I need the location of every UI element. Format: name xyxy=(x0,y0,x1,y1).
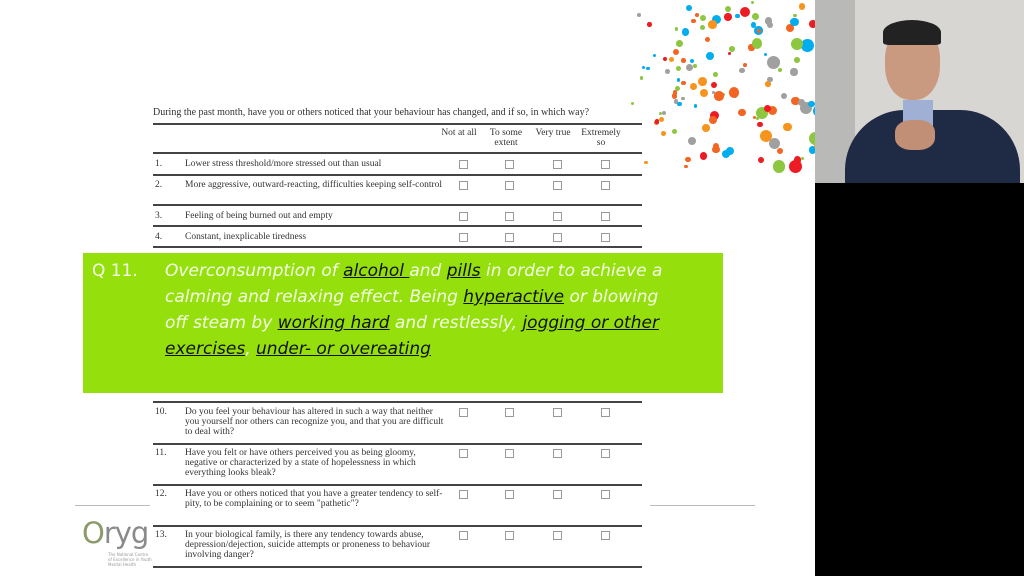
item-text: Have you felt or have others perceived you as being gloomy, negative or characterized by a state of hopelessness in which everything looks bleak? xyxy=(185,448,416,478)
dot xyxy=(700,152,707,159)
questionnaire-intro: During the past month, have you or others noticed that your behaviour has changed, and if so, in which way? xyxy=(153,107,590,118)
dot xyxy=(724,13,732,21)
item-number: 13. xyxy=(155,530,167,540)
dot xyxy=(705,37,710,42)
dot xyxy=(726,147,734,155)
dot xyxy=(758,157,764,163)
dot xyxy=(739,68,744,73)
dot xyxy=(677,102,682,107)
dot xyxy=(713,143,719,149)
dot xyxy=(698,77,707,86)
checkbox-2[interactable] xyxy=(553,233,562,242)
checkbox-2[interactable] xyxy=(553,490,562,499)
dot xyxy=(743,63,747,67)
item-number: 2. xyxy=(155,180,163,190)
dot xyxy=(681,97,685,101)
dot xyxy=(702,124,710,132)
dot xyxy=(700,25,705,30)
q11-callout xyxy=(83,253,723,393)
dot xyxy=(801,39,814,52)
checkbox-3[interactable] xyxy=(601,212,610,221)
dot xyxy=(675,27,679,31)
checkbox-1[interactable] xyxy=(505,233,514,242)
dot xyxy=(808,101,815,108)
dot xyxy=(801,157,804,160)
col-to-some-extent: To some extent xyxy=(489,128,523,148)
dot xyxy=(644,161,648,165)
dot xyxy=(673,49,679,55)
item-number: 10. xyxy=(155,407,167,417)
checkbox-1[interactable] xyxy=(505,160,514,169)
dot xyxy=(709,116,717,124)
dot xyxy=(757,29,761,33)
checkbox-0[interactable] xyxy=(459,212,468,221)
item-number: 12. xyxy=(155,489,167,499)
dot xyxy=(662,111,666,115)
checkbox-2[interactable] xyxy=(553,449,562,458)
dot xyxy=(794,57,800,63)
checkbox-2[interactable] xyxy=(553,181,562,190)
dot xyxy=(686,5,692,11)
dot xyxy=(711,82,717,88)
dot xyxy=(706,52,714,60)
dot xyxy=(764,53,767,56)
checkbox-2[interactable] xyxy=(553,531,562,540)
dot xyxy=(793,14,797,18)
item-number: 11. xyxy=(155,448,167,458)
logo-tagline: The National Centre of Excellence in Youth Mental Health xyxy=(108,552,152,567)
dot xyxy=(783,123,792,132)
checkbox-3[interactable] xyxy=(601,408,610,417)
dot xyxy=(694,104,697,107)
dot xyxy=(708,20,717,29)
dot xyxy=(681,58,685,62)
dot xyxy=(764,105,771,112)
dot xyxy=(778,68,782,72)
dot xyxy=(700,89,708,97)
checkbox-0[interactable] xyxy=(459,160,468,169)
dot xyxy=(690,59,694,63)
item-number: 3. xyxy=(155,211,163,221)
dot xyxy=(791,38,803,50)
checkbox-3[interactable] xyxy=(601,160,610,169)
checkbox-0[interactable] xyxy=(459,181,468,190)
dot xyxy=(685,157,691,163)
callout-text: Overconsumption of alcohol and pills in order to achieve a calming and relaxing effect. Being hyperactive or blowing off steam by working hard and restlessly, jogging or other exercises, under- or overeating xyxy=(165,261,663,359)
checkbox-0[interactable] xyxy=(459,449,468,458)
item-text: Constant, inexplicable tiredness xyxy=(185,232,307,242)
dot xyxy=(691,19,696,24)
dot xyxy=(695,13,699,17)
dot xyxy=(663,57,667,61)
dot xyxy=(781,93,787,99)
checkbox-1[interactable] xyxy=(505,531,514,540)
dot xyxy=(676,66,681,71)
dot xyxy=(646,67,650,71)
checkbox-1[interactable] xyxy=(505,490,514,499)
dot xyxy=(790,18,798,26)
dot xyxy=(631,102,634,105)
dot xyxy=(756,117,759,120)
presenter-webcam xyxy=(815,0,1024,183)
dot xyxy=(767,56,780,69)
dot xyxy=(659,117,664,122)
col-very-true: Very true xyxy=(535,128,571,138)
dot xyxy=(661,131,666,136)
checkbox-3[interactable] xyxy=(601,531,610,540)
checkbox-2[interactable] xyxy=(553,212,562,221)
dot xyxy=(669,57,675,63)
checkbox-0[interactable] xyxy=(459,408,468,417)
dot xyxy=(672,129,678,135)
callout-label: Q 11. xyxy=(92,261,138,281)
checkbox-2[interactable] xyxy=(553,160,562,169)
dot xyxy=(686,64,693,71)
dot xyxy=(773,160,786,173)
dot xyxy=(729,46,735,52)
item-text: Lower stress threshold/more stressed out than usual xyxy=(185,159,382,169)
dot xyxy=(714,91,723,100)
dot xyxy=(700,15,706,21)
dot xyxy=(672,93,677,98)
checkbox-3[interactable] xyxy=(601,449,610,458)
dot xyxy=(637,13,641,17)
item-text: In your biological family, is there any tendency towards abuse, depression/dejection, suicide attempts or proneness to behaviour involving danger? xyxy=(185,530,431,560)
dot xyxy=(740,7,750,17)
dot xyxy=(682,28,689,35)
dot xyxy=(688,137,696,145)
dot xyxy=(738,109,745,116)
dot xyxy=(777,148,783,154)
dot xyxy=(728,52,731,55)
item-text: More aggressive, outward-reacting, difficulties keeping self-control xyxy=(185,180,443,190)
dot xyxy=(767,77,773,83)
checkbox-1[interactable] xyxy=(505,449,514,458)
dot xyxy=(712,91,715,94)
dot xyxy=(725,6,731,12)
checkbox-1[interactable] xyxy=(505,408,514,417)
dot xyxy=(675,86,680,91)
dot xyxy=(665,69,670,74)
item-text: Do you feel your behaviour has altered in such a way that neither you yourself nor others can recognize you, and that you are difficult to deal with? xyxy=(185,407,444,437)
dot xyxy=(653,54,657,58)
dot xyxy=(769,138,780,149)
item-number: 4. xyxy=(155,232,163,242)
item-text: Have you or others noticed that you have a greater tendency to self-pity, to be complaining or to seem "pathetic"? xyxy=(185,489,443,509)
dot xyxy=(647,22,651,26)
dot xyxy=(752,38,762,48)
dot xyxy=(751,1,754,4)
checkbox-0[interactable] xyxy=(459,490,468,499)
dot xyxy=(713,72,718,77)
dot xyxy=(684,165,687,168)
dot xyxy=(790,68,797,75)
col-extremely-so: Extremely so xyxy=(581,128,621,148)
dot xyxy=(659,112,662,115)
checkbox-3[interactable] xyxy=(601,181,610,190)
orygen-logo: Oryg xyxy=(82,516,149,550)
checkbox-1[interactable] xyxy=(505,181,514,190)
col-not-at-all: Not at all xyxy=(441,128,477,138)
item-number: 1. xyxy=(155,159,163,169)
dot xyxy=(690,83,697,90)
checkbox-0[interactable] xyxy=(459,233,468,242)
dot xyxy=(676,40,683,47)
dot xyxy=(752,13,760,21)
dot xyxy=(735,14,739,18)
item-text: Feeling of being burned out and empty xyxy=(185,211,333,221)
dot xyxy=(693,64,697,68)
dot xyxy=(757,122,763,128)
checkbox-0[interactable] xyxy=(459,531,468,540)
checkbox-2[interactable] xyxy=(553,408,562,417)
checkbox-3[interactable] xyxy=(601,490,610,499)
dot xyxy=(799,3,805,9)
checkbox-3[interactable] xyxy=(601,233,610,242)
dot xyxy=(729,87,740,98)
dot xyxy=(751,22,756,27)
dot xyxy=(642,66,645,69)
checkbox-1[interactable] xyxy=(505,212,514,221)
dot xyxy=(681,81,686,86)
dot xyxy=(640,76,644,80)
dot xyxy=(677,78,680,81)
